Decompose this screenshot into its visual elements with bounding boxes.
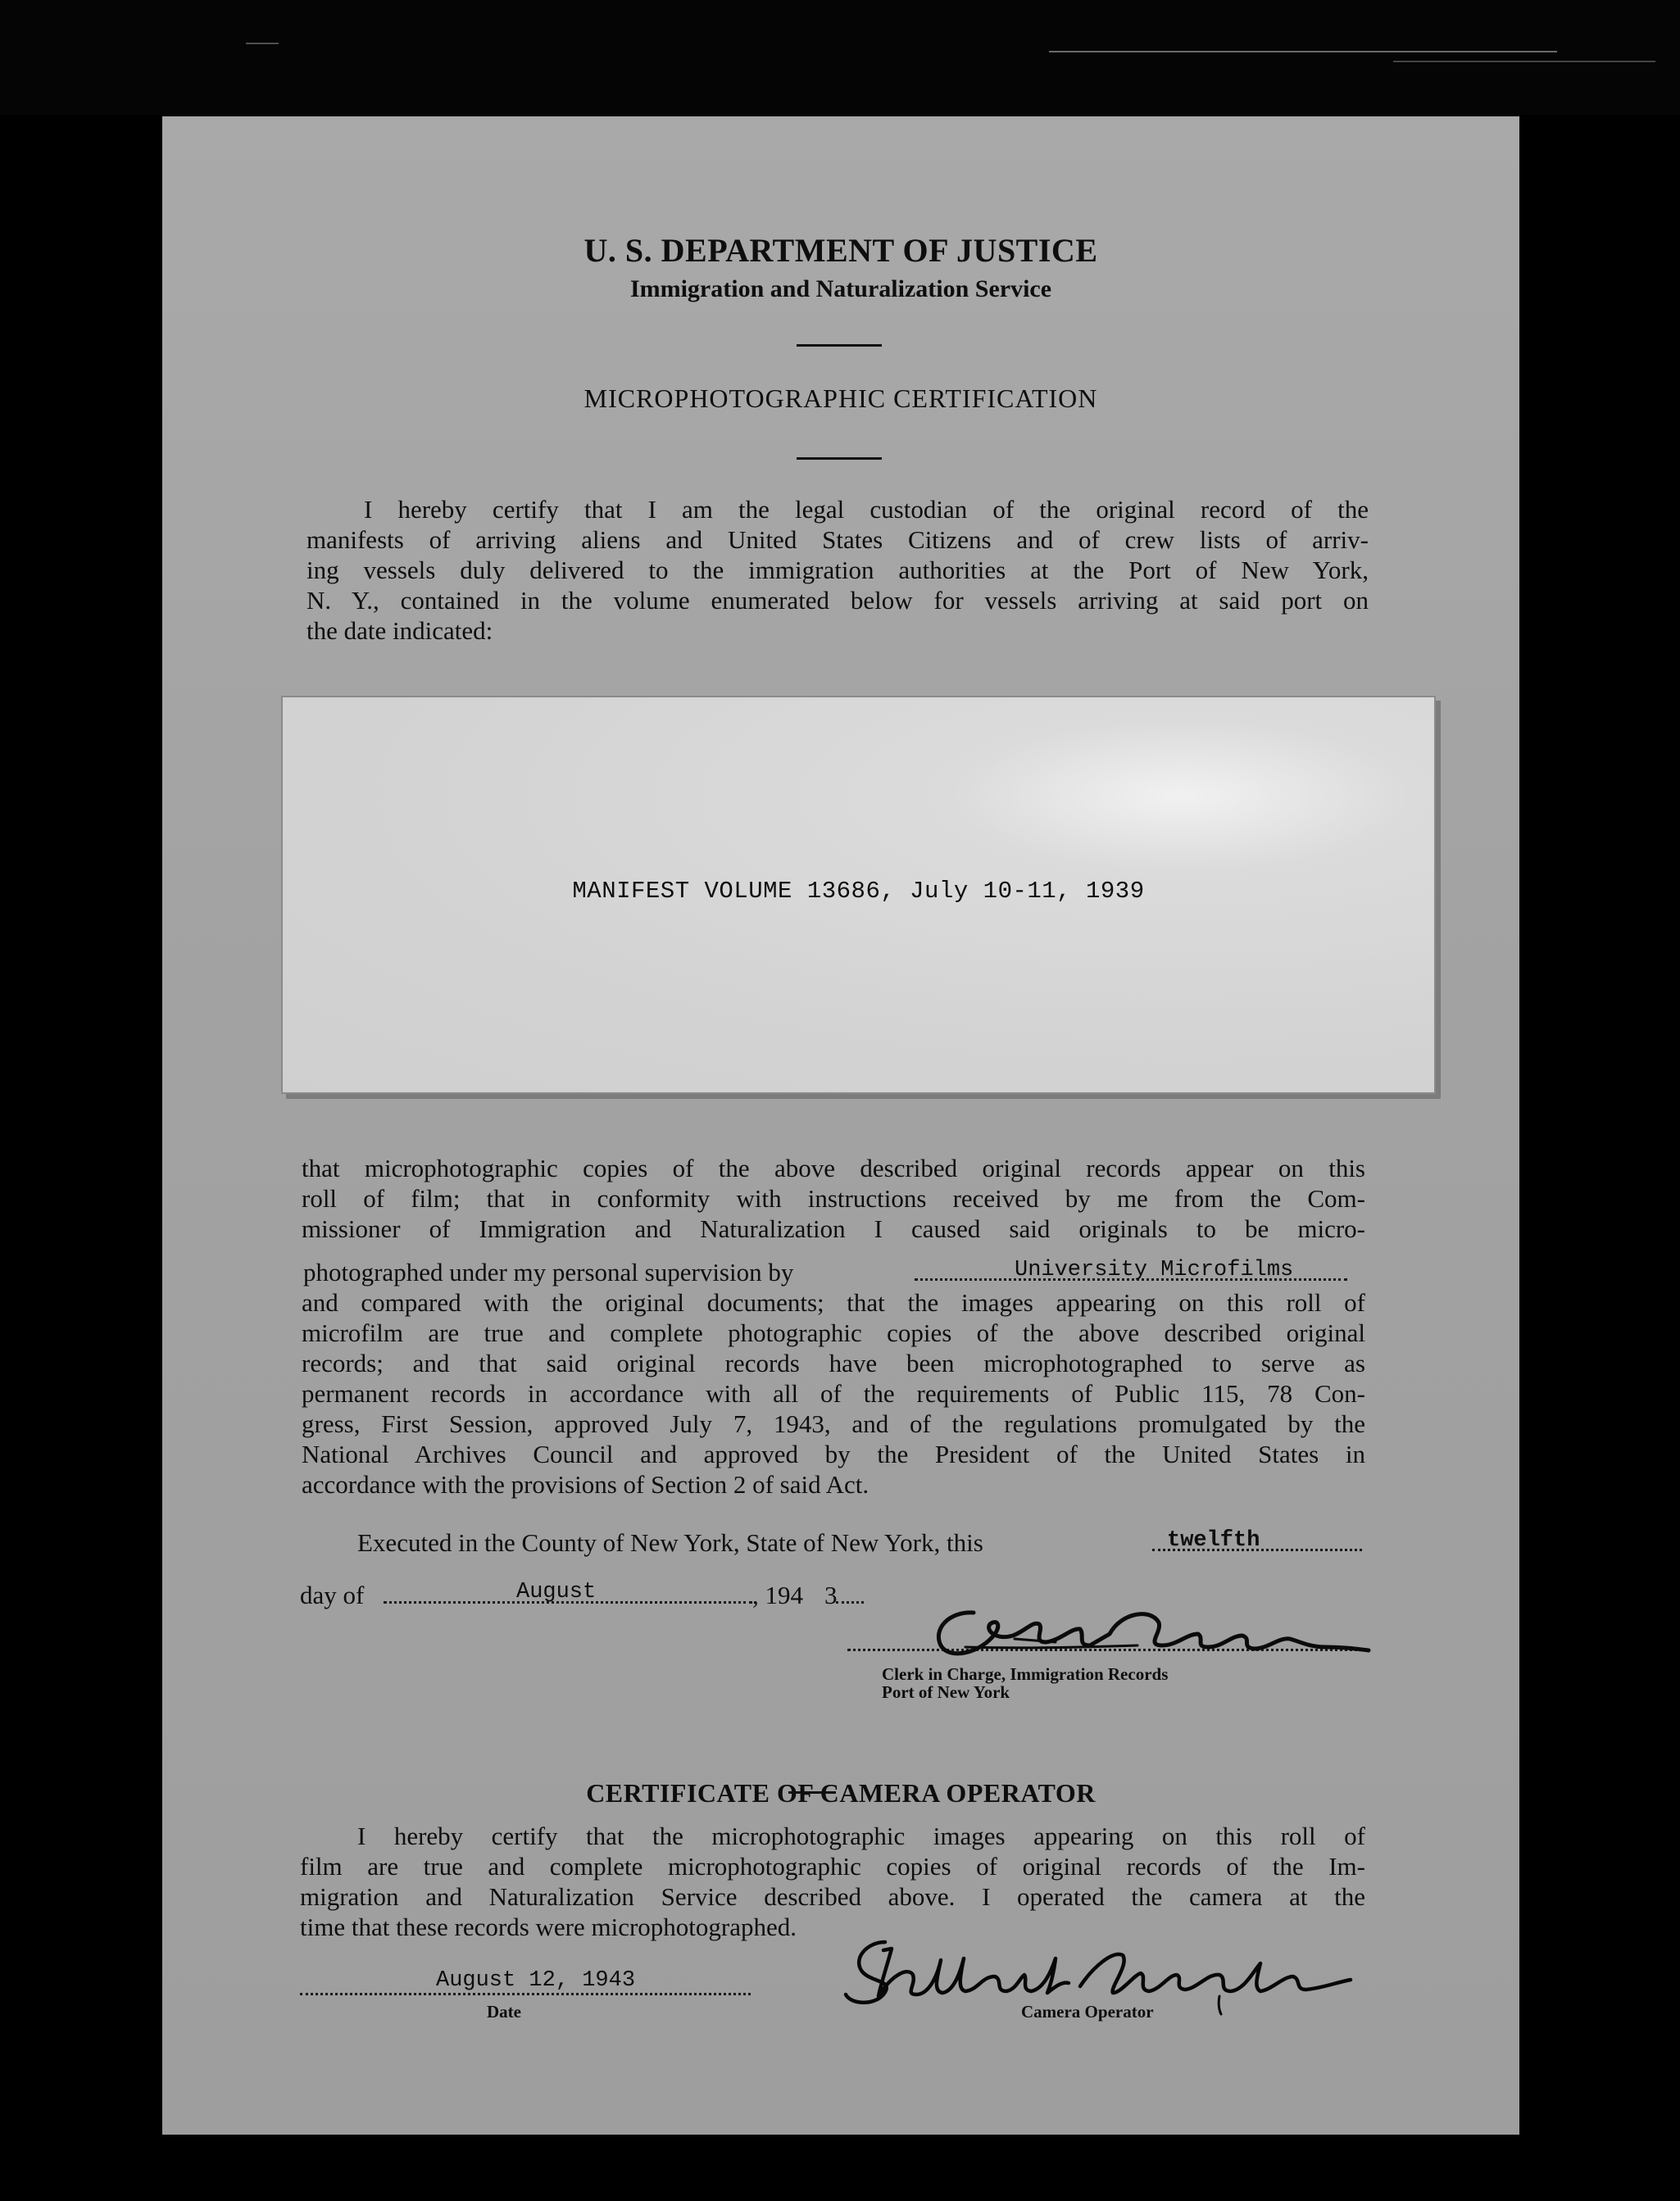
- date-dotline: [300, 1993, 751, 1995]
- scan-streak: [1049, 51, 1557, 52]
- day-of-label: day of: [300, 1581, 365, 1609]
- text-line: National Archives Council and approved by the President of the United States in: [302, 1440, 1365, 1468]
- text-line: N. Y., contained in the volume enumerated below for vessels arriving at said port on: [306, 586, 1369, 615]
- text-line: manifests of arriving aliens and United States Citizens and of crew lists of arriv-: [306, 525, 1369, 554]
- scan-streak: [246, 43, 279, 44]
- year-dotline: [836, 1601, 864, 1604]
- text-line: migration and Naturalization Service described above. I operated the camera at the: [300, 1882, 1365, 1911]
- year-digit: 3: [824, 1581, 838, 1609]
- supervision-prefix: photographed under my personal supervision by: [303, 1258, 794, 1287]
- text-line: gress, First Session, approved July 7, 1943, and of the regulations promulgated by the: [302, 1409, 1365, 1438]
- manifest-volume-card: [281, 696, 1436, 1094]
- camera-operator-label: Camera Operator: [1021, 2002, 1154, 2022]
- text-line: I hereby certify that the microphotographic images appearing on this roll of: [357, 1822, 1365, 1850]
- certification-body-a: [302, 1153, 1365, 1244]
- camera-certificate-title: CERTIFICATE OF CAMERA OPERATOR: [586, 1778, 1096, 1808]
- manifest-volume: MANIFEST VOLUME 13686, July 10-11, 1939: [572, 878, 1145, 905]
- certification-title: MICROPHOTOGRAPHIC CERTIFICATION: [583, 383, 1098, 413]
- month-value: August: [516, 1580, 597, 1604]
- text-line: accordance with the provisions of Section 2 of said Act.: [302, 1470, 870, 1499]
- scan-streak: [1393, 61, 1655, 62]
- clerk-port: Port of New York: [882, 1682, 1010, 1702]
- text-line: the date indicated:: [306, 616, 493, 645]
- text-line: that microphotographic copies of the above described original records appear on this: [302, 1154, 1365, 1182]
- executed-prefix: Executed in the County of New York, State of New York, this: [357, 1528, 983, 1557]
- clerk-title: Clerk in Charge, Immigration Records: [882, 1664, 1169, 1684]
- operator-date: August 12, 1943: [436, 1968, 636, 1993]
- text-line: missioner of Immigration and Naturalization I caused said originals to be micro-: [302, 1214, 1365, 1243]
- year-prefix: , 194: [752, 1581, 803, 1609]
- text-line: ing vessels duly delivered to the immigration authorities at the Port of New York,: [306, 556, 1369, 584]
- text-line: roll of film; that in conformity with instructions received by me from the Com-: [302, 1184, 1365, 1213]
- intro-paragraph: [306, 494, 1369, 646]
- supervisor-name: University Microfilms: [1015, 1258, 1294, 1282]
- executed-day: twelfth: [1167, 1528, 1260, 1553]
- date-label: Date: [487, 2002, 521, 2022]
- camera-paragraph: [300, 1821, 1365, 1942]
- text-line: and compared with the original documents; that the images appearing on this roll of: [302, 1288, 1365, 1317]
- scan-border-top: [0, 0, 1680, 115]
- divider: [797, 344, 882, 347]
- text-line: microfilm are true and complete photographic copies of the above described original: [302, 1318, 1365, 1347]
- text-line: records; and that said original records have been microphotographed to serve as: [302, 1349, 1365, 1377]
- certificate-page: [162, 116, 1519, 2135]
- department-title: U. S. DEPARTMENT OF JUSTICE: [583, 232, 1098, 269]
- certification-body-b: [302, 1287, 1365, 1500]
- service-subtitle: Immigration and Naturalization Service: [629, 275, 1052, 302]
- clerk-signature: [916, 1588, 1375, 1670]
- divider: [797, 457, 882, 460]
- text-line: I hereby certify that I am the legal custodian of the original record of the: [364, 495, 1369, 524]
- text-line: time that these records were microphotographed.: [300, 1913, 797, 1941]
- text-line: film are true and complete microphotographic copies of original records of the Im-: [300, 1852, 1365, 1881]
- text-line: permanent records in accordance with all of the requirements of Public 115, 78 Con-: [302, 1379, 1365, 1408]
